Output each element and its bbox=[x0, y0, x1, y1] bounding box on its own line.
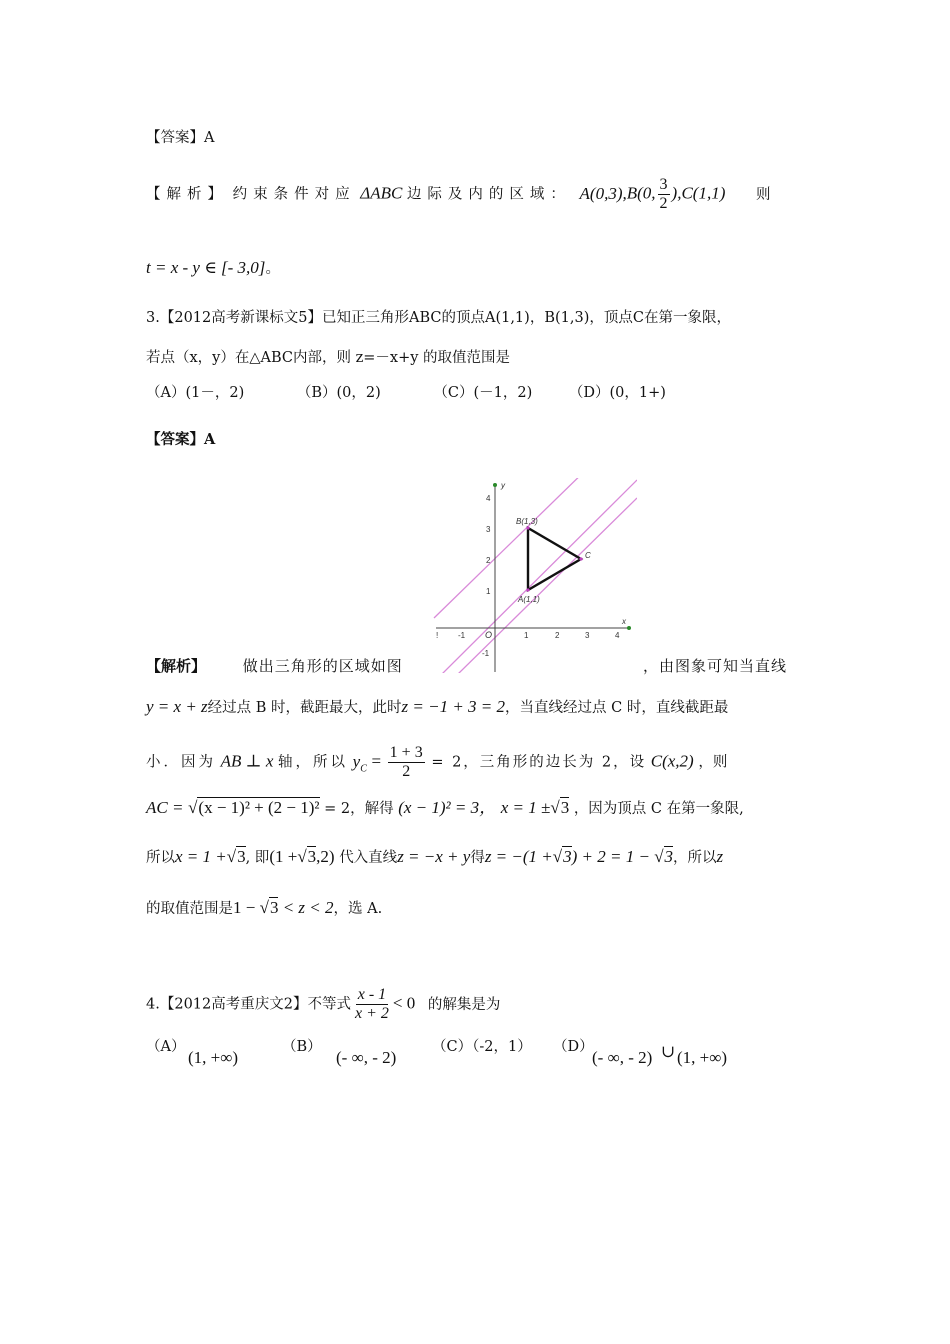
q4-option-d-value2: (1, +∞) bbox=[677, 1048, 728, 1067]
question-4-number: 4. bbox=[146, 996, 160, 1013]
z-calc-sqrt3a: 3 bbox=[563, 847, 572, 866]
x-solution: x = 1 ± bbox=[500, 798, 551, 817]
y-tick-4: 4 bbox=[486, 494, 491, 503]
y-axis-arrow bbox=[493, 483, 497, 487]
point-c-value-end: ,2) bbox=[316, 847, 335, 866]
analysis-3-line3-a: 小．因为 bbox=[146, 754, 216, 771]
question-3-options bbox=[146, 383, 666, 403]
q4-option-a-value: (1, +∞) bbox=[188, 1048, 239, 1067]
question-4-source: 【2012高考重庆文2】 bbox=[159, 996, 308, 1013]
analysis-3-line6-b: ，选 A. bbox=[333, 901, 383, 917]
analysis-1-result-line bbox=[146, 258, 280, 279]
vertex-a bbox=[526, 588, 529, 591]
label-a: A(1,1) bbox=[518, 595, 540, 604]
sqrt3-1: √3 bbox=[550, 798, 570, 817]
q3-option-c: （C）(－1，2) bbox=[433, 385, 533, 401]
q4-option-c: （C）（-2，1） bbox=[432, 1039, 532, 1055]
solve-equation: (x − 1)² = 3， bbox=[398, 798, 497, 817]
analysis-3-line3-c: = 2，三角形的边长为 2，设 bbox=[431, 754, 647, 771]
question-4-line bbox=[146, 986, 500, 1023]
label-b: B(1,3) bbox=[516, 517, 538, 526]
z-line-equation: z = −x + y bbox=[397, 847, 471, 866]
analysis-3-line5-c: 代入直线 bbox=[339, 850, 398, 866]
x-tick-neg1: -1 bbox=[458, 631, 466, 640]
question-4-text-b: 的解集是为 bbox=[427, 996, 501, 1013]
q4-option-d-union: ∪ bbox=[661, 1042, 676, 1061]
ac-sqrt-content: (x − 1)² + (2 − 1)² bbox=[198, 798, 320, 817]
z-range-end: < z < 2 bbox=[282, 898, 334, 917]
q4-option-d-value1: (- ∞, - 2) bbox=[592, 1048, 653, 1067]
analysis-1-label: 【解析】 bbox=[146, 186, 228, 203]
triangle-graph bbox=[432, 478, 637, 673]
analysis-3-line5 bbox=[146, 847, 723, 868]
ac-sqrt: √(x − 1)² + (2 − 1)² bbox=[188, 798, 320, 817]
ab-perp-x: AB ⊥ x bbox=[220, 751, 274, 771]
q4-option-b-label: （B） bbox=[282, 1039, 322, 1055]
analysis-3-label: 【解析】 bbox=[146, 657, 207, 675]
point-c-value-pre: (1 + bbox=[269, 847, 298, 866]
z-range-pre: 1 − bbox=[233, 898, 256, 917]
pink-lines bbox=[434, 478, 637, 673]
inequality-fraction bbox=[353, 986, 391, 1023]
q4-option-d-label: （D） bbox=[553, 1039, 594, 1055]
question-3-line2: 若点（x，y）在△ABC内部，则 z=－x+y 的取值范围是 bbox=[146, 350, 511, 366]
point-b-pre: B(0, bbox=[626, 183, 656, 203]
sqrt3-2: √3 bbox=[226, 847, 246, 866]
analysis-3-line2-a: 经过点 B 时，截距最大，此时 bbox=[207, 700, 402, 716]
analysis-3-line5-b: , 即 bbox=[245, 850, 270, 866]
z-calc-mid: ) + 2 = 1 − bbox=[571, 847, 650, 866]
q3-option-b: （B）(0，2) bbox=[296, 385, 381, 401]
analysis-1-text: 约束条件对应 bbox=[232, 186, 356, 203]
y-tick-1: 1 bbox=[486, 587, 491, 596]
triangle-symbol: ΔABC bbox=[360, 183, 403, 203]
analysis-3-text1: 做出三角形的区域如图 bbox=[242, 657, 403, 675]
yc-equals: = bbox=[371, 751, 382, 771]
z-calc: z = −(1 +√3) + 2 = 1 − √3 bbox=[484, 847, 674, 866]
yc-fraction-denominator: 2 bbox=[402, 763, 411, 780]
analysis-3-line5-e: ，所以 bbox=[673, 850, 717, 866]
analysis-3-line3-d: ，则 bbox=[698, 754, 728, 771]
yc-symbol bbox=[352, 751, 367, 774]
line-equation: y = x + z bbox=[146, 697, 208, 716]
analysis-1-text2: 边际及内的区域： bbox=[406, 186, 571, 203]
yc-y: y bbox=[352, 751, 361, 771]
analysis-3-line4 bbox=[146, 798, 744, 819]
label-c: C bbox=[585, 551, 591, 560]
z-max-equation: z = −1 + 3 = 2 bbox=[401, 697, 506, 716]
analysis-3-line6 bbox=[146, 898, 382, 919]
analysis-1-result: t = x - y ∈ [- 3,0] bbox=[146, 258, 266, 277]
point-c-x2: C(x,2) bbox=[650, 751, 694, 771]
q4-option-a-label: （A） bbox=[146, 1039, 186, 1055]
analysis-1-end: 。 bbox=[265, 261, 280, 277]
line-through-c-upper bbox=[442, 480, 637, 673]
analysis-1-line bbox=[146, 176, 771, 213]
inequality-denominator: x + 2 bbox=[354, 1005, 389, 1022]
analysis-3-line4-a: = 2，解得 bbox=[324, 801, 394, 817]
y-tick-3: 3 bbox=[486, 525, 491, 534]
x-value: x = 1 + bbox=[175, 847, 227, 866]
q3-option-d: （D）(0，1+) bbox=[568, 385, 666, 401]
line-through-c-lower bbox=[458, 498, 637, 673]
analysis-3-line1 bbox=[146, 656, 403, 676]
x-tick-2: 2 bbox=[555, 631, 560, 640]
x-tick-4: 4 bbox=[615, 631, 620, 640]
point-a: A(0,3), bbox=[579, 183, 627, 203]
analysis-3-line3 bbox=[146, 744, 727, 781]
y-axis-label: y bbox=[501, 481, 505, 490]
yc-fraction bbox=[388, 744, 425, 781]
question-3-number: 3. bbox=[146, 310, 160, 326]
ac-label: AC = bbox=[146, 798, 184, 817]
z-calc-sqrt3b: 3 bbox=[664, 847, 674, 866]
x-tick-1: 1 bbox=[524, 631, 529, 640]
question-4-text-a: 不等式 bbox=[307, 996, 351, 1013]
analysis-3-line3-b: 轴，所以 bbox=[278, 754, 349, 771]
vertex-b bbox=[526, 526, 529, 529]
inequality-sign: < 0 bbox=[392, 993, 416, 1013]
y-tick-neg1: -1 bbox=[482, 649, 490, 658]
analysis-3-line2-b: ，当直线经过点 C 时，直线截距最 bbox=[505, 700, 729, 716]
q4-option-b-value: (- ∞, - 2) bbox=[336, 1048, 397, 1067]
analysis-3-line4-b: ，因为顶点 C 在第一象限, bbox=[573, 801, 744, 817]
question-3-line1 bbox=[146, 308, 731, 328]
z-symbol: z bbox=[716, 847, 724, 866]
analysis-3-line2 bbox=[146, 697, 728, 718]
point-c-value: (1 +√3,2) bbox=[269, 847, 335, 866]
origin-label: O bbox=[485, 630, 493, 640]
question-3-text1b: B(1,3)，顶点C在第一象限， bbox=[544, 310, 731, 326]
question-3-source: 【2012高考新课标文5】 bbox=[159, 310, 322, 326]
fraction-numerator: 3 bbox=[659, 176, 668, 193]
sqrt3-1-content: 3 bbox=[560, 798, 570, 817]
x-tick-3: 3 bbox=[585, 631, 590, 640]
analysis-3-text1-end: ，由图象可知当直线 bbox=[643, 657, 788, 675]
yc-fraction-numerator: 1 + 3 bbox=[389, 744, 423, 761]
x-axis-label: x bbox=[622, 617, 626, 626]
point-c: C(1,1) bbox=[681, 183, 726, 203]
z-range: 1 − √3 < z < 2 bbox=[233, 898, 334, 917]
q3-option-a: （A）(1－，2) bbox=[146, 385, 245, 401]
then-word: 则 bbox=[756, 186, 771, 203]
sqrt3-2-content: 3 bbox=[237, 847, 246, 866]
point-c-sqrt3: 3 bbox=[307, 847, 317, 866]
point-b-fraction bbox=[658, 176, 670, 213]
question-3-text1: 已知正三角形ABC的顶点A(1,1)， bbox=[321, 310, 545, 326]
answer-1: 【答案】A bbox=[146, 130, 215, 146]
yc-subscript: C bbox=[360, 762, 367, 774]
x-axis-arrow bbox=[627, 626, 631, 630]
z-calc-pre: z = −(1 + bbox=[484, 847, 553, 866]
vertex-c bbox=[579, 557, 582, 560]
point-b-post: ), bbox=[671, 183, 682, 203]
z-range-sqrt3: 3 bbox=[269, 898, 279, 917]
x-tick-left: ! bbox=[436, 631, 439, 640]
answer-3: 【答案】A bbox=[146, 431, 216, 448]
x-tick-labels bbox=[436, 631, 620, 640]
analysis-3-line5-d: 得 bbox=[470, 850, 485, 866]
y-tick-2: 2 bbox=[486, 556, 491, 565]
analysis-3-line5-a: 所以 bbox=[146, 850, 175, 866]
fraction-denominator: 2 bbox=[659, 195, 668, 212]
analysis-3-line6-a: 的取值范围是 bbox=[146, 901, 233, 917]
inequality-numerator: x - 1 bbox=[357, 986, 387, 1003]
